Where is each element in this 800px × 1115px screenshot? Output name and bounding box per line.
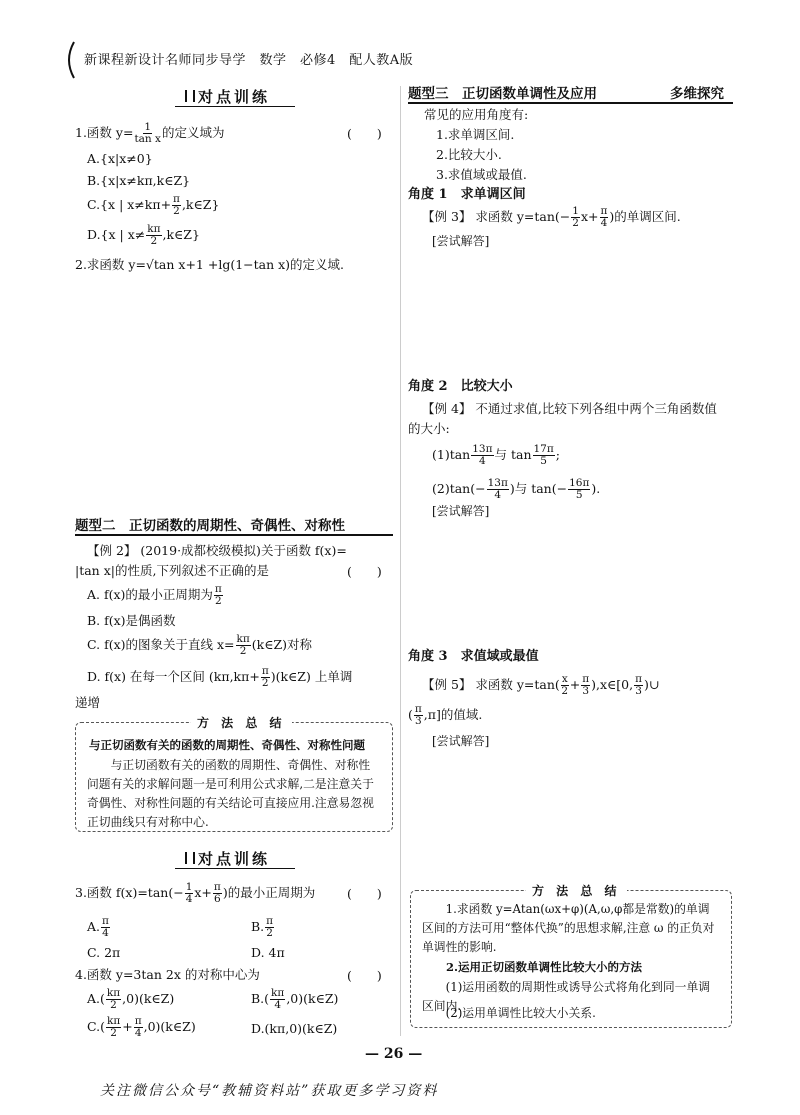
example-4-part1: (1)tan $\frac{13\pi}{4}$ 与 tan $\frac{17\pi}{5}$ ; [432,443,560,467]
answer-paren-1: ( ) [347,126,382,141]
right-column [408,82,733,1042]
method-2-para-1: 1.求函数 y=Atan(ωx+φ)(A,ω,φ都是常数)的单调区间的方法可用“整体代换”的思想求解,注意 ω 的正负对单调性的影响. [422,902,715,954]
example-4-line1: 【例 4】 不通过求值,比较下列各组中两个三角函数值 [422,401,717,416]
answer-paren-4: ( ) [347,968,382,983]
ex2-option-d: D. f(x) 在每一个区间 (kπ,kπ+ $\frac{\pi}{2}$ )(k∈Z) 上单调 [87,665,353,689]
question-1: 1.函数 y= $\frac{1}{\text{tan x}}$ 的定义域为 [75,121,225,145]
banner-mark-icon [185,852,195,864]
example-4-line2: 的大小: [408,421,450,436]
page-number: — 26 — [365,1046,423,1062]
question-4: 4.函数 y=3tan 2x 的对称中心为 [75,967,260,982]
footer-note: 关注微信公众号“教辅资料站”获取更多学习资料 [100,1083,439,1099]
q1-option-a: A.{x|x≠0} [87,151,153,166]
q1-option-c: C.{x | x≠kπ+ $\frac{\pi}{2}$ ,k∈Z} [87,193,220,217]
q3-option-b: B. $\frac{\pi}{2}$ [251,915,274,939]
intro-line-3: 3.求值域或最值. [436,167,527,182]
answer-paren-3: ( ) [347,886,382,901]
q4-option-b: B.( $\frac{k\pi}{4}$ ,0)(k∈Z) [251,987,339,1011]
example-5-line1: 【例 5】 求函数 y=tan( $\frac{x}{2}$ + $\frac{\pi}{3}$ ),x∈[0, $\frac{\pi}{3}$ )∪ [422,673,660,697]
question-3: 3.函数 f(x)=tan(− $\frac{1}{4}$ x+ $\frac{\pi}{6}$ )的最小正周期为 [75,881,316,905]
left-column [75,82,393,1042]
method-summary-title-1: 方 法 总 结 [191,714,292,731]
example-4-part2: (2)tan(− $\frac{13\pi}{4}$ )与 tan(− $\frac{16\pi}{5}$ ). [432,477,601,501]
method-summary-title-2: 方 法 总 结 [526,882,627,899]
method-2-heading-2: 2.运用正切函数单调性比较大小的方法 [446,960,643,974]
q4-option-d: D.(kπ,0)(k∈Z) [251,1021,338,1036]
intro-line-2: 2.比较大小. [436,147,502,162]
example-5-line2: ( $\frac{\pi}{3}$ ,π]的值域. [408,703,483,727]
q3-option-a: A. $\frac{\pi}{4}$ [87,915,109,939]
column-divider [400,86,401,1036]
intro-line-1: 1.求单调区间. [436,127,515,142]
answer-paren-ex2: ( ) [347,564,382,579]
banner-underline [175,106,295,107]
q3-option-c: C. 2π [87,945,121,960]
fraction: $\frac{1}{\text{tan x}}$ [134,121,161,145]
method-1-heading: 与正切函数有关的函数的周期性、奇偶性、对称性问题 [89,738,365,752]
example-2-line2: |tan x|的性质,下列叙述不正确的是 [75,563,269,578]
header-bracket-mark [60,40,80,80]
header-title: 新课程新设计名师同步导学 数学 必修4 配人教A版 [84,53,414,68]
banner-mark-icon [185,90,195,102]
angle-2-heading: 角度 2 比较大小 [408,379,513,394]
ex2-option-a: A. f(x)的最小正周期为 $\frac{\pi}{2}$ [87,583,222,607]
banner-underline-2 [175,868,295,869]
method-2-para-2: (1)运用函数的周期性或诱导公式将角化到同一单调区间内. [422,980,711,1013]
ex2-option-d-cont: 递增 [75,695,101,710]
q4-option-a: A.( $\frac{k\pi}{2}$ ,0)(k∈Z) [87,987,175,1011]
practice-banner-1: 对点训练 [185,86,270,107]
method-1-body: 与正切函数有关的函数的周期性、奇偶性、对称性问题有关的求解问题一是可利用公式求解,二是注意关于奇偶性、对称性问题的有关结论可直接应用.注意易忽视正切曲线只有对称中心. [87,758,374,829]
intro-line-0: 常见的应用角度有: [424,107,529,122]
angle-1-heading: 角度 1 求单调区间 [408,187,526,202]
try-answer-label-3: [尝试解答] [432,734,490,748]
topic-2-rule [75,534,393,536]
q4-option-c: C.( $\frac{k\pi}{2}$ + $\frac{\pi}{4}$ ,0)(k∈Z) [87,1015,196,1039]
practice-banner-2: 对点训练 [185,848,270,869]
try-answer-label-2: [尝试解答] [432,504,490,518]
method-2-para-3: (2)运用单调性比较大小关系. [445,1006,596,1020]
q1-option-b: B.{x|x≠kπ,k∈Z} [87,173,191,188]
ex2-option-c: C. f(x)的图象关于直线 x= $\frac{k\pi}{2}$ (k∈Z)对称 [87,633,313,657]
ex2-option-b: B. f(x)是偶函数 [87,613,176,628]
q1-option-d: D.{x | x≠ $\frac{k\pi}{2}$ ,k∈Z} [87,223,200,247]
try-answer-label-1: [尝试解答] [432,234,490,248]
example-2-line1: 【例 2】 (2019·成都校级模拟)关于函数 f(x)= [87,543,347,558]
topic-2-heading: 题型二 正切函数的周期性、奇偶性、对称性 [75,518,345,534]
question-2: 2.求函数 y=√tan x+1 +lg(1−tan x)的定义域. [75,257,345,272]
topic-3-tag: 多维探究 [670,86,724,102]
q3-option-d: D. 4π [251,945,285,960]
example-3: 【例 3】 求函数 y=tan(− $\frac{1}{2}$ x+ $\frac{\pi}{4}$ )的单调区间. [422,205,681,229]
angle-3-heading: 角度 3 求值域或最值 [408,649,539,664]
topic-3-rule [408,102,733,104]
topic-3-heading: 题型三 正切函数单调性及应用 [408,86,597,102]
